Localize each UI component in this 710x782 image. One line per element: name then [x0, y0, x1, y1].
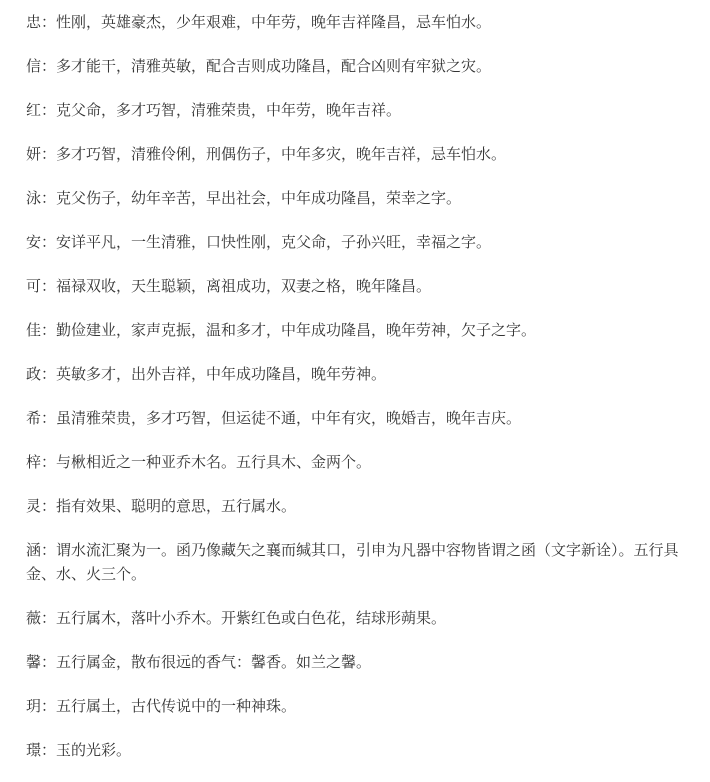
entry-zhong: 忠：性刚，英雄豪杰，少年艰难，中年劳，晚年吉祥隆昌，忌车怕水。: [26, 13, 492, 31]
entry-yan: 妍：多才巧智，清雅伶俐，刑偶伤子，中年多灾，晚年吉祥，忌车怕水。: [26, 145, 507, 163]
entry-xin: 信：多才能干，清雅英敏，配合吉则成功隆昌，配合凶则有牢狱之灾。: [26, 57, 492, 75]
entry-jing: 璟：玉的光彩。: [26, 741, 132, 759]
entry-han: 涵：谓水流汇聚为一。函乃像藏矢之襄而缄其口，引申为凡器中容物皆谓之函（文字新诠）。五行具金、水、火三个。: [26, 541, 679, 583]
entry-wei: 薇：五行属木，落叶小乔木。开紫红色或白色花，结球形蒴果。: [26, 609, 447, 627]
entry-ke: 可：福禄双收，天生聪颖，离祖成功，双妻之格，晚年隆昌。: [26, 277, 432, 295]
entry-zheng: 政：英敏多才，出外吉祥，中年成功隆昌，晚年劳神。: [26, 365, 387, 383]
entry-xin-fragrance: 馨：五行属金，散布很远的香气：馨香。如兰之馨。: [26, 653, 372, 671]
entry-zi: 梓：与楸相近之一种亚乔木名。五行具木、金两个。: [26, 453, 372, 471]
entry-yong: 泳：克父伤子，幼年辛苦，早出社会，中年成功隆昌，荣幸之字。: [26, 189, 462, 207]
entry-hong: 红：克父命，多才巧智，清雅荣贵，中年劳，晚年吉祥。: [26, 101, 402, 119]
entry-yue: 玥：五行属土，古代传说中的一种神珠。: [26, 697, 297, 715]
entry-ling: 灵：指有效果、聪明的意思，五行属水。: [26, 497, 297, 515]
entry-an: 安：安详平凡，一生清雅，口快性刚，克父命，子孙兴旺，幸福之字。: [26, 233, 492, 251]
entry-jia: 佳：勤俭建业，家声克振，温和多才，中年成功隆昌，晚年劳神，欠子之字。: [26, 321, 537, 339]
document-body: [26, 10, 696, 782]
entry-xi: 希：虽清雅荣贵，多才巧智，但运徒不通，中年有灾，晚婚吉，晚年吉庆。: [26, 409, 522, 427]
